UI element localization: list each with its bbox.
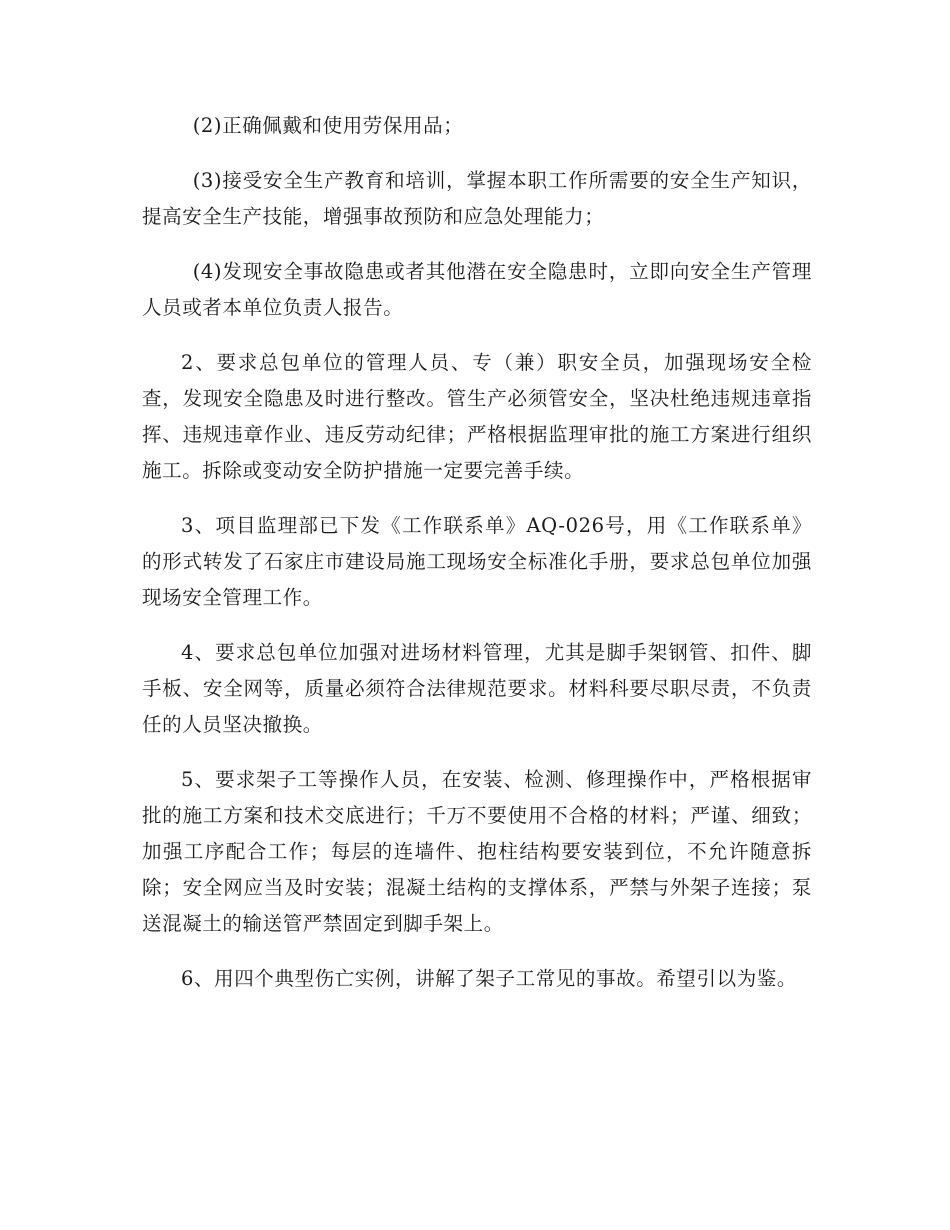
paragraph-point-3: 3、项目监理部已下发《工作联系单》AQ-026号，用《工作联系单》的形式转发了石家庄市建设局施工现场安全标准化手册，要求总包单位加强现场安全管理工作。 (142, 514, 812, 609)
paragraph-point-6: 6、用四个典型伤亡实例，讲解了架子工常见的事故。希望引以为鉴。 (181, 967, 798, 990)
paragraph-item-2: (2)正确佩戴和使用劳保用品； (192, 114, 464, 137)
paragraph-point-2: 2、要求总包单位的管理人员、专（兼）职安全员，加强现场安全检查，发现安全隐患及时进行整改。管生产必须管安全，坚决杜绝违规违章指挥、违规违章作业、违反劳动纪律；严格根据监理审批的施工方案进行组织施工。拆除或变动安全防护措施一定要完善手续。 (142, 351, 812, 482)
paragraph-item-3: (3)接受安全生产教育和培训，掌握本职工作所需要的安全生产知识，提高安全生产技能，增强事故预防和应急处理能力； (142, 169, 812, 228)
paragraph-point-5: 5、要求架子工等操作人员，在安装、检测、修理操作中，严格根据审批的施工方案和技术交底进行；千万不要使用不合格的材料；严谨、细致；加强工序配合工作；每层的连墙件、抱柱结构要安装到位，不允许随意拆除；安全网应当及时安装；混凝土结构的支撑体系，严禁与外架子连接；泵送混凝土的输送管严禁固定到脚手架上。 (142, 768, 812, 935)
document-body (142, 108, 812, 1016)
paragraph-item-4: (4)发现安全事故隐患或者其他潜在安全隐患时，立即向安全生产管理人员或者本单位负责人报告。 (142, 260, 812, 319)
paragraph-point-4: 4、要求总包单位加强对进场材料管理，尤其是脚手架钢管、扣件、脚手板、安全网等，质量必须符合法律规范要求。材料科要尽职尽责，不负责任的人员坚决撤换。 (142, 641, 812, 736)
